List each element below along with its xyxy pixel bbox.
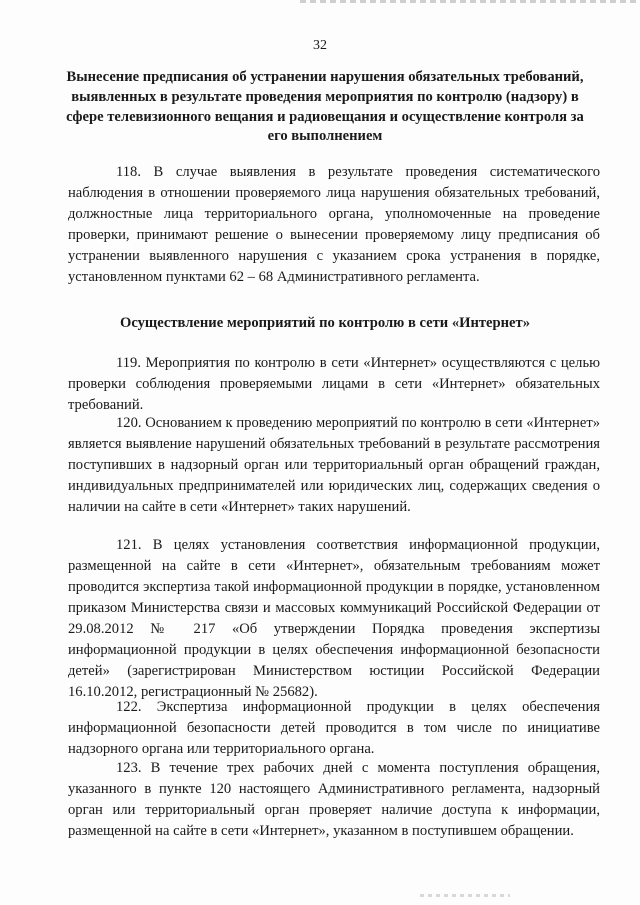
page-number: 32 <box>313 38 327 53</box>
section-title-internet-control: Осуществление мероприятий по контролю в сети «Интернет» <box>119 315 531 331</box>
paragraph-121: 121. В целях установления соответствия информационной продукции, размещенной на сайте в сети «Интернет», обязательным требованиям может проводится экспертиза такой информационной продукции в порядке, установленном приказом Министерства связи и массовых коммуникаций Российской Федерации от 29.08.2012 № 217 «Об утверждении Порядка проведения экспертизы информационной продукции в целях обеспечения информационной безопасности детей» (зарегистрирован Министерством юстиции Российской Федерации 16.10.2012, регистрационный № 25682). <box>68 537 600 700</box>
section-title-prescription: Вынесение предписания об устранении нарушения обязательных требований, выявленных в результате проведения мероприятия по контролю (надзору) в сфере телевизионного вещания и радиовещания и осуществление контроля за его выполнением <box>66 69 584 145</box>
paragraph-118: 118. В случае выявления в результате проведения систематического наблюдения в отношении проверяемого лица нарушения обязательных требований, должностные лица территориального органа, уполномоченные на проведение проверки, принимают решение о вынесении проверяемому лицу предписания об устранении выявленного нарушения с указанием срока устранения в порядке, установленном пунктами 62 – 68 Административного регламента. <box>68 164 600 285</box>
paragraph-123: 123. В течение трех рабочих дней с момента поступления обращения, указанного в пункте 120 настоящего Административного регламента, надзорный орган или территориальный орган проверяет наличие доступа к информации, размещенной на сайте в сети «Интернет», указанном в поступившем обращении. <box>68 760 600 839</box>
scan-artifact-top <box>300 0 640 3</box>
paragraph-122: 122. Экспертиза информационной продукции в целях обеспечения информационной безопасности детей проводится в том числе по инициативе надзорного органа или территориального органа. <box>68 699 600 757</box>
paragraph-120: 120. Основанием к проведению мероприятий по контролю в сети «Интернет» является выявление нарушений обязательных требований в результате рассмотрения поступивших в надзорный орган или территориальный орган обращений граждан, индивидуальных предпринимателей или юридических лиц, содержащих сведения о наличии на сайте в сети «Интернет» таких нарушений. <box>68 415 600 515</box>
paragraph-119: 119. Мероприятия по контролю в сети «Интернет» осуществляются с целью проверки соблюдения проверяемыми лицами в сети «Интернет» обязательных требований. <box>68 355 600 413</box>
scan-artifact-bottom <box>420 894 510 897</box>
